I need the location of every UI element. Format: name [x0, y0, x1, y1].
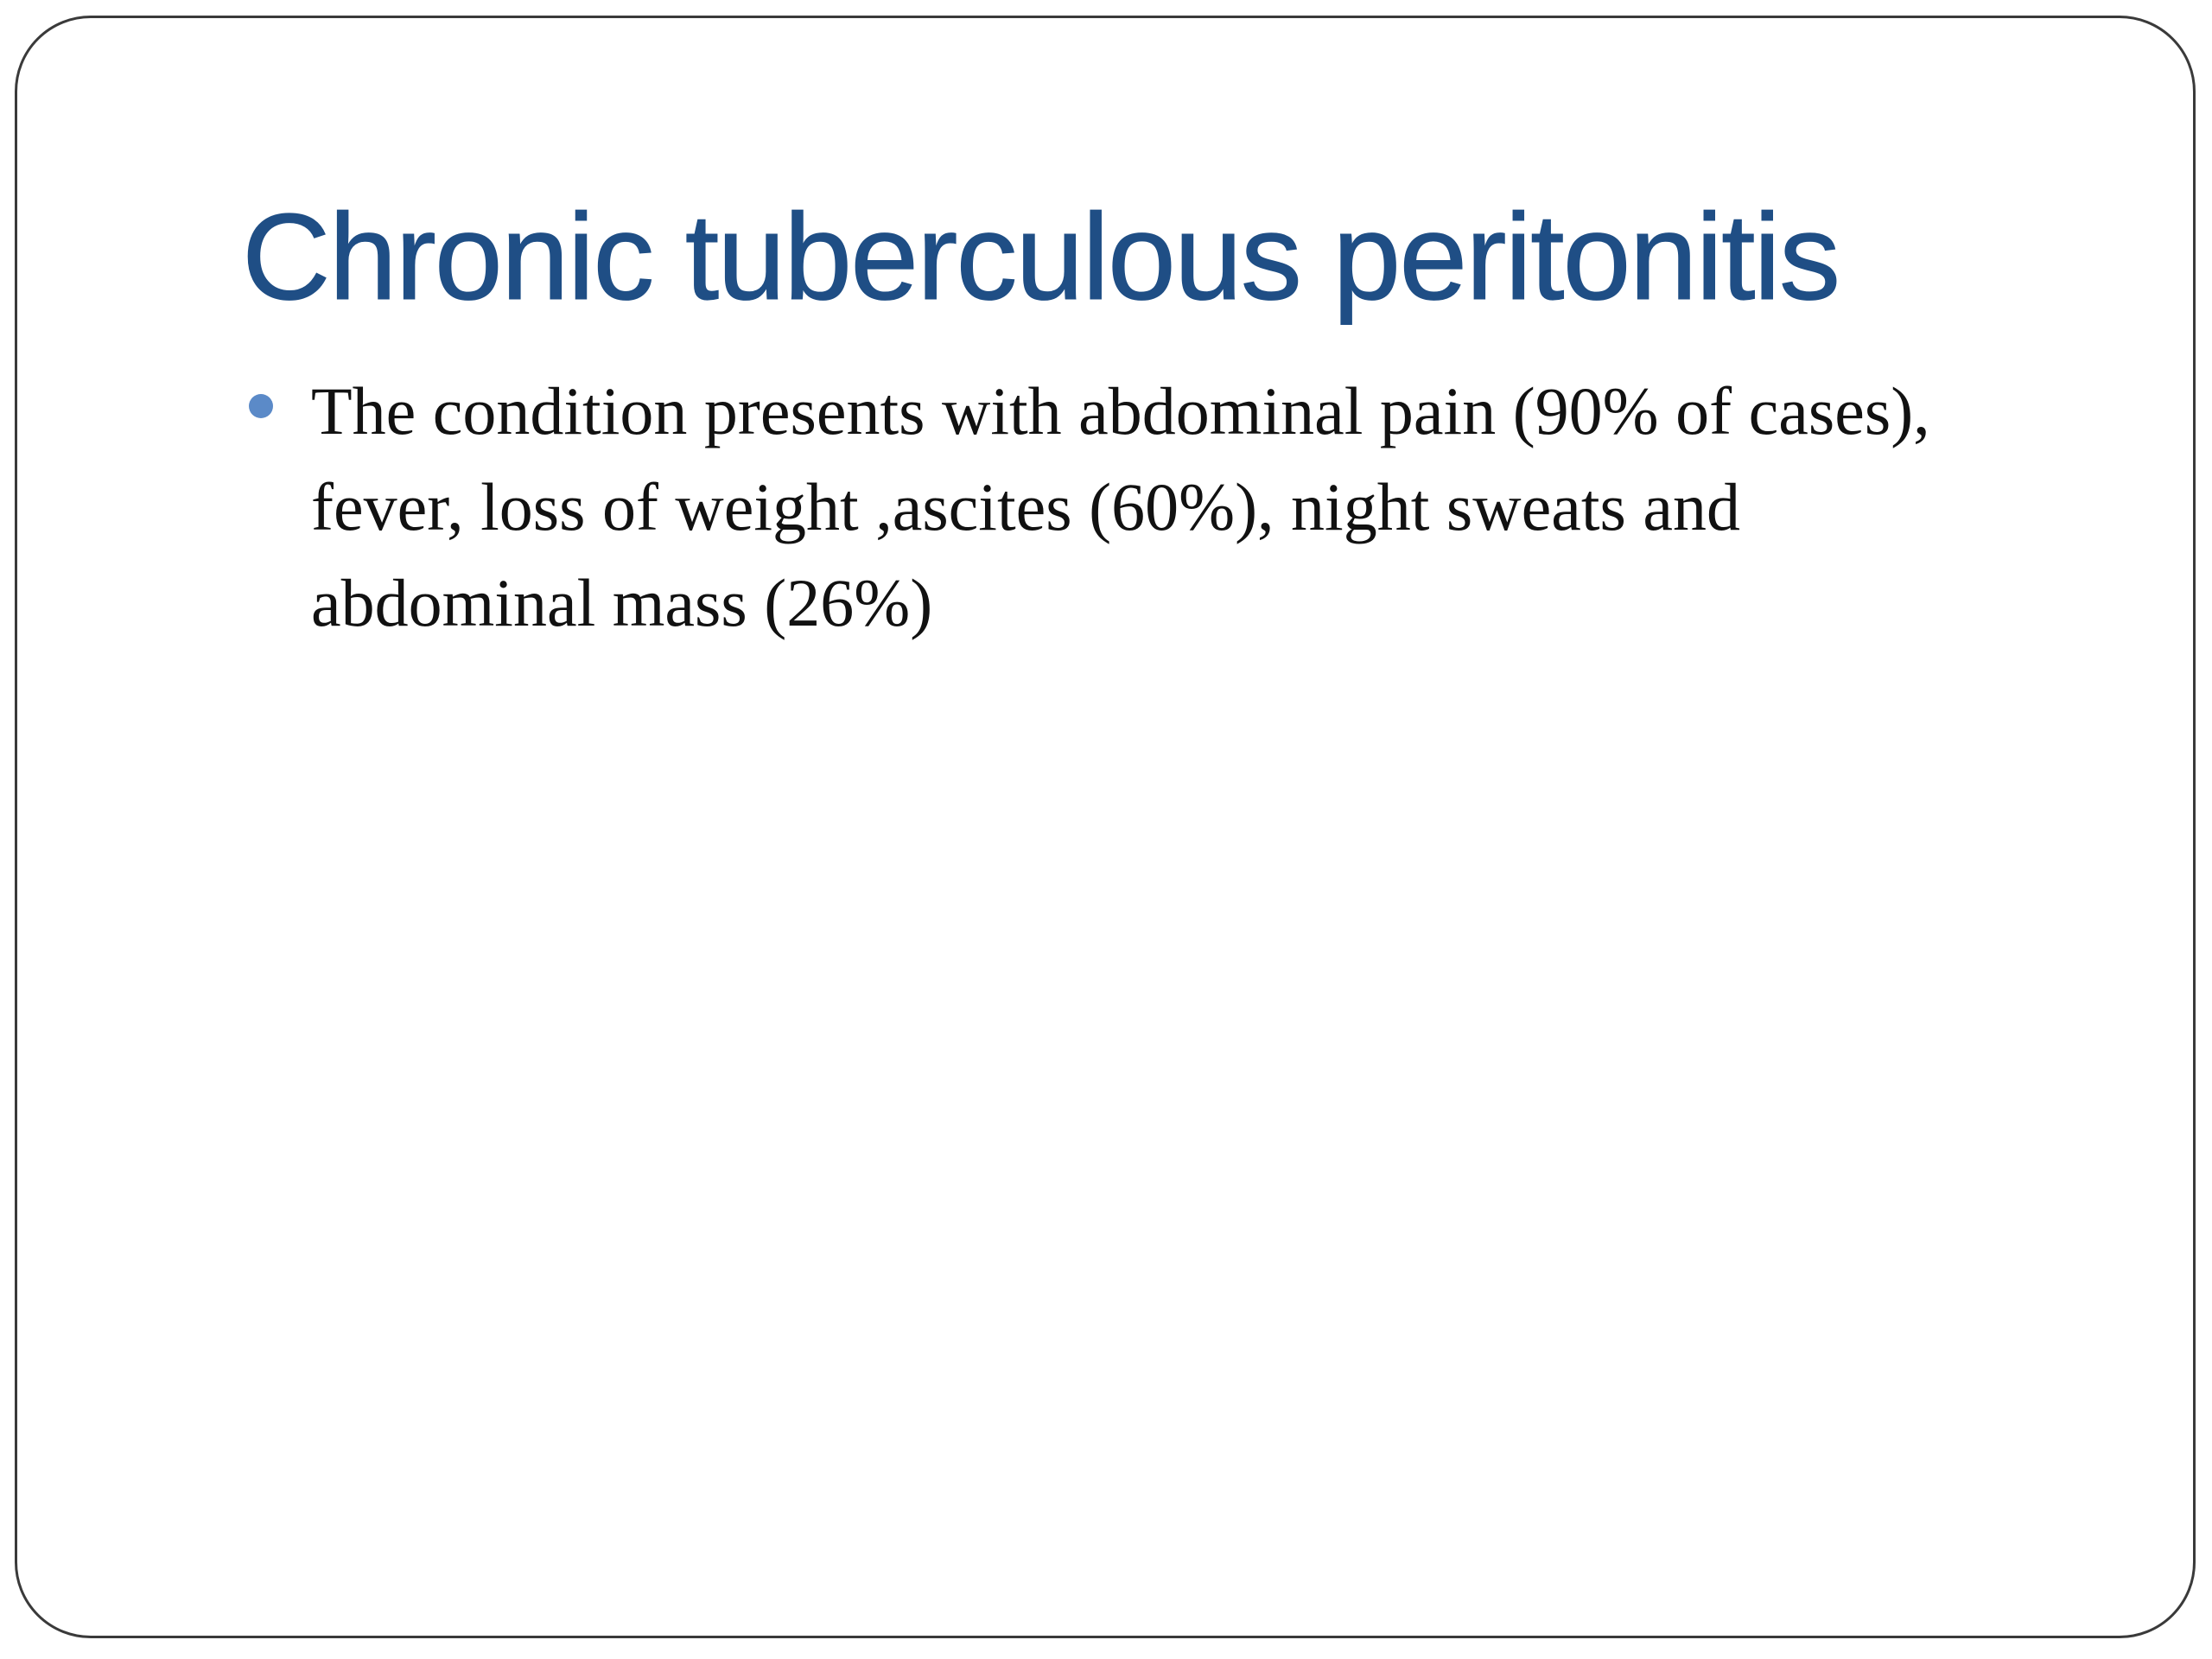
slide-title: Chronic tuberculous peritonitis [242, 188, 1840, 326]
bullet-item [246, 363, 2104, 651]
bullet-text-line: fever, loss of weight ,ascites (60%), night sweats and [311, 469, 1740, 544]
bullet-text-line: abdominal mass (26%) [311, 565, 933, 640]
bullet-list [246, 363, 2104, 651]
bullet-text-line: The condition presents with abdominal pain (90% of cases), [311, 373, 1930, 448]
bullet-dot-icon [249, 394, 273, 418]
